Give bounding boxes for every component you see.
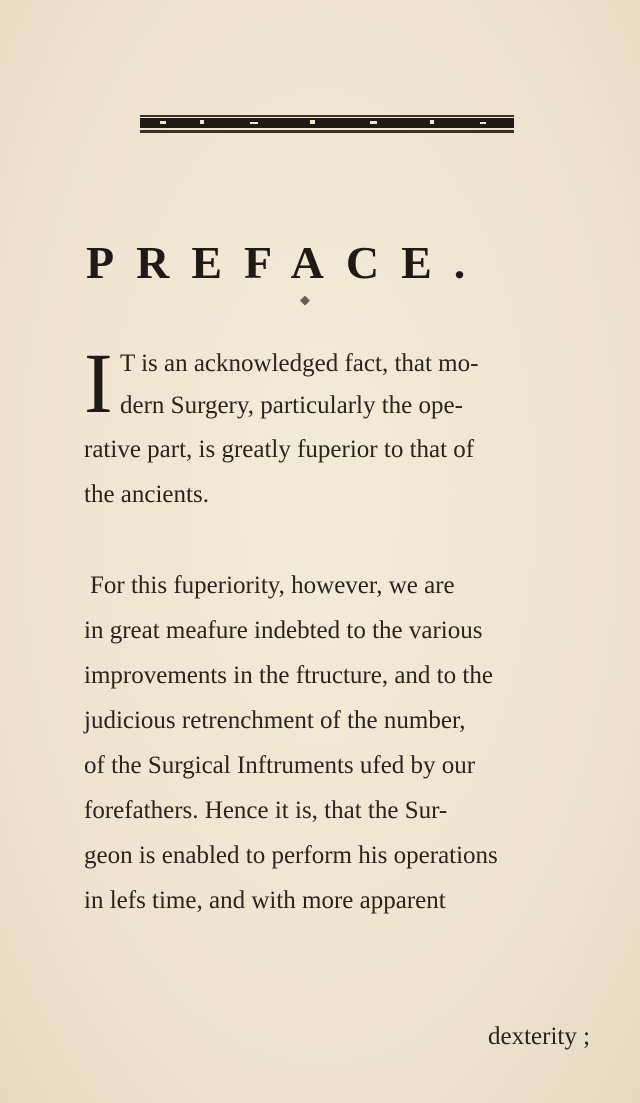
text-line: in lefs time, and with more apparent bbox=[84, 887, 446, 914]
text-line: T is an acknowledged fact, that mo- bbox=[120, 350, 479, 377]
ornament-dot: ◆ bbox=[300, 292, 310, 307]
ornament-bar bbox=[140, 112, 514, 136]
text-line: For this fuperiority, however, we are bbox=[90, 572, 455, 599]
text-line: geon is enabled to perform his operations bbox=[84, 842, 498, 869]
drop-cap: I bbox=[84, 335, 113, 431]
text-line: forefathers. Hence it is, that the Sur- bbox=[84, 797, 448, 824]
catchword: dexterity ; bbox=[488, 1023, 591, 1050]
text-line: improvements in the ftructure, and to the bbox=[84, 662, 493, 689]
text-line: dern Surgery, particularly the ope- bbox=[120, 392, 463, 419]
text-line: rative part, is greatly fuperior to that of bbox=[84, 436, 475, 463]
text-line: of the Surgical Inftruments ufed by our bbox=[84, 752, 476, 779]
text-line: the ancients. bbox=[84, 481, 209, 508]
page-title: PREFACE. bbox=[86, 237, 488, 288]
text-line: in great meafure indebted to the various bbox=[84, 617, 483, 644]
text-line: judicious retrenchment of the number, bbox=[84, 707, 466, 734]
